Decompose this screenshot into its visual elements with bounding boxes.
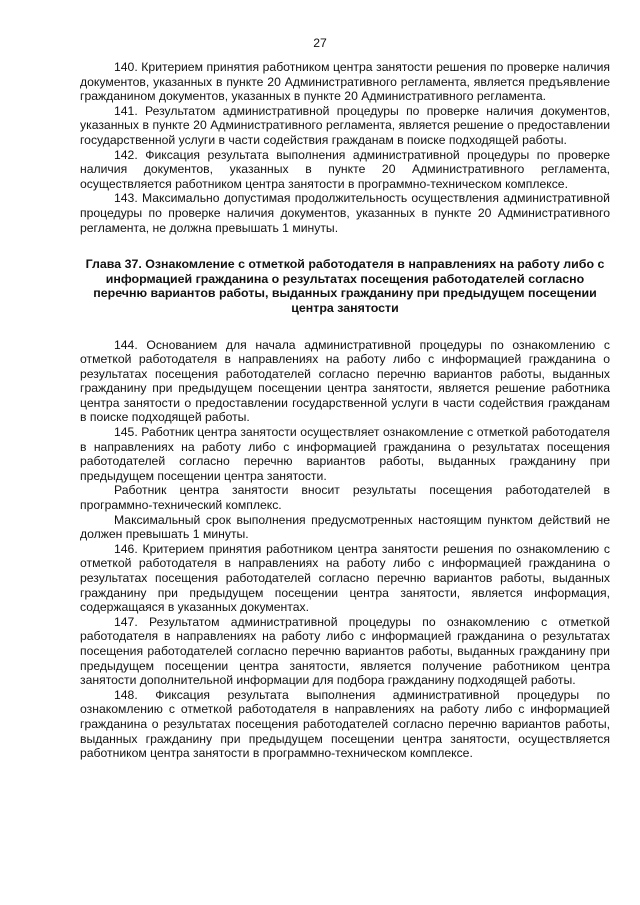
- chapter-heading: Глава 37. Ознакомление с отметкой работодателя в направлениях на работу либо с информацией гражданина о результатах посещения работодателей согласно перечню вариантов работы, выданных гражданину при предыдущем посещении центра занятости: [85, 257, 605, 315]
- paragraph-148: 148. Фиксация результата выполнения административной процедуры по ознакомлению с отметкой работодателя в направлениях на работу либо с информацией гражданина о результатах посещения работодателей согласно перечню вариантов работы, выданных гражданину при предыдущем посещении центра занятости, осуществляется работником центра занятости в программно-техническом комплексе.: [80, 687, 610, 761]
- paragraph-141: 141. Результатом административной процедуры по проверке наличия документов, указанных в пункте 20 Административного регламента, является решение о предоставлении государственной услуги в части содействия гражданам в поиске подходящей работы.: [80, 103, 610, 147]
- paragraph-143: 143. Максимально допустимая продолжительность осуществления административной процедуры по проверке наличия документов, указанных в пункте 20 Административного регламента, не должна превышать 1 минуты.: [80, 191, 610, 235]
- paragraph-145-entry: Работник центра занятости вносит результаты посещения работодателей в программно-технический комплекс.: [80, 483, 610, 513]
- paragraph-144: 144. Основанием для начала административной процедуры по ознакомлению с отметкой работодателя в направлениях на работу либо с информацией гражданина о результатах посещения работодателей согласно перечню вариантов работы, выданных гражданину при предыдущем посещении центра занятости, является решение работника центра занятости о предоставлении государственной услуги в части содействия гражданам в поиске подходящей работы.: [80, 337, 610, 425]
- paragraph-140: 140. Критерием принятия работником центра занятости решения по проверке наличия документов, указанных в пункте 20 Административного регламента, является предъявление гражданином документов, указанных в пункте 20 Административного регламента.: [80, 60, 610, 104]
- paragraph-145-time-limit: Максимальный срок выполнения предусмотренных настоящим пунктом действий не должен превышать 1 минуты.: [80, 512, 610, 542]
- page-number: 27: [313, 36, 327, 50]
- paragraph-146: 146. Критерием принятия работником центра занятости решения по ознакомлению с отметкой работодателя в направлениях на работу либо с информацией гражданина о результатах посещения работодателей согласно перечню вариантов работы, выданных гражданину при предыдущем посещении центра занятости, является информация, содержащаяся в указанных документах.: [80, 541, 610, 615]
- paragraph-147: 147. Результатом административной процедуры по ознакомлению с отметкой работодателя в направлениях на работу либо с информацией гражданина о результатах посещения работодателей согласно перечню вариантов работы, выданных гражданину при предыдущем посещении центра занятости, является получение работником центра занятости дополнительной информации для подбора гражданину подходящей работы.: [80, 614, 610, 688]
- document-body: [80, 60, 610, 761]
- paragraph-142: 142. Фиксация результата выполнения административной процедуры по проверке наличия документов, указанных в пункте 20 Административного регламента, осуществляется работником центра занятости в программно-техническом комплексе.: [80, 147, 610, 191]
- paragraph-145: 145. Работник центра занятости осуществляет ознакомление с отметкой работодателя в направлениях на работу либо с информацией гражданина о результатах посещения работодателей согласно перечню вариантов работы, выданных гражданину при предыдущем посещении центра занятости.: [80, 425, 610, 483]
